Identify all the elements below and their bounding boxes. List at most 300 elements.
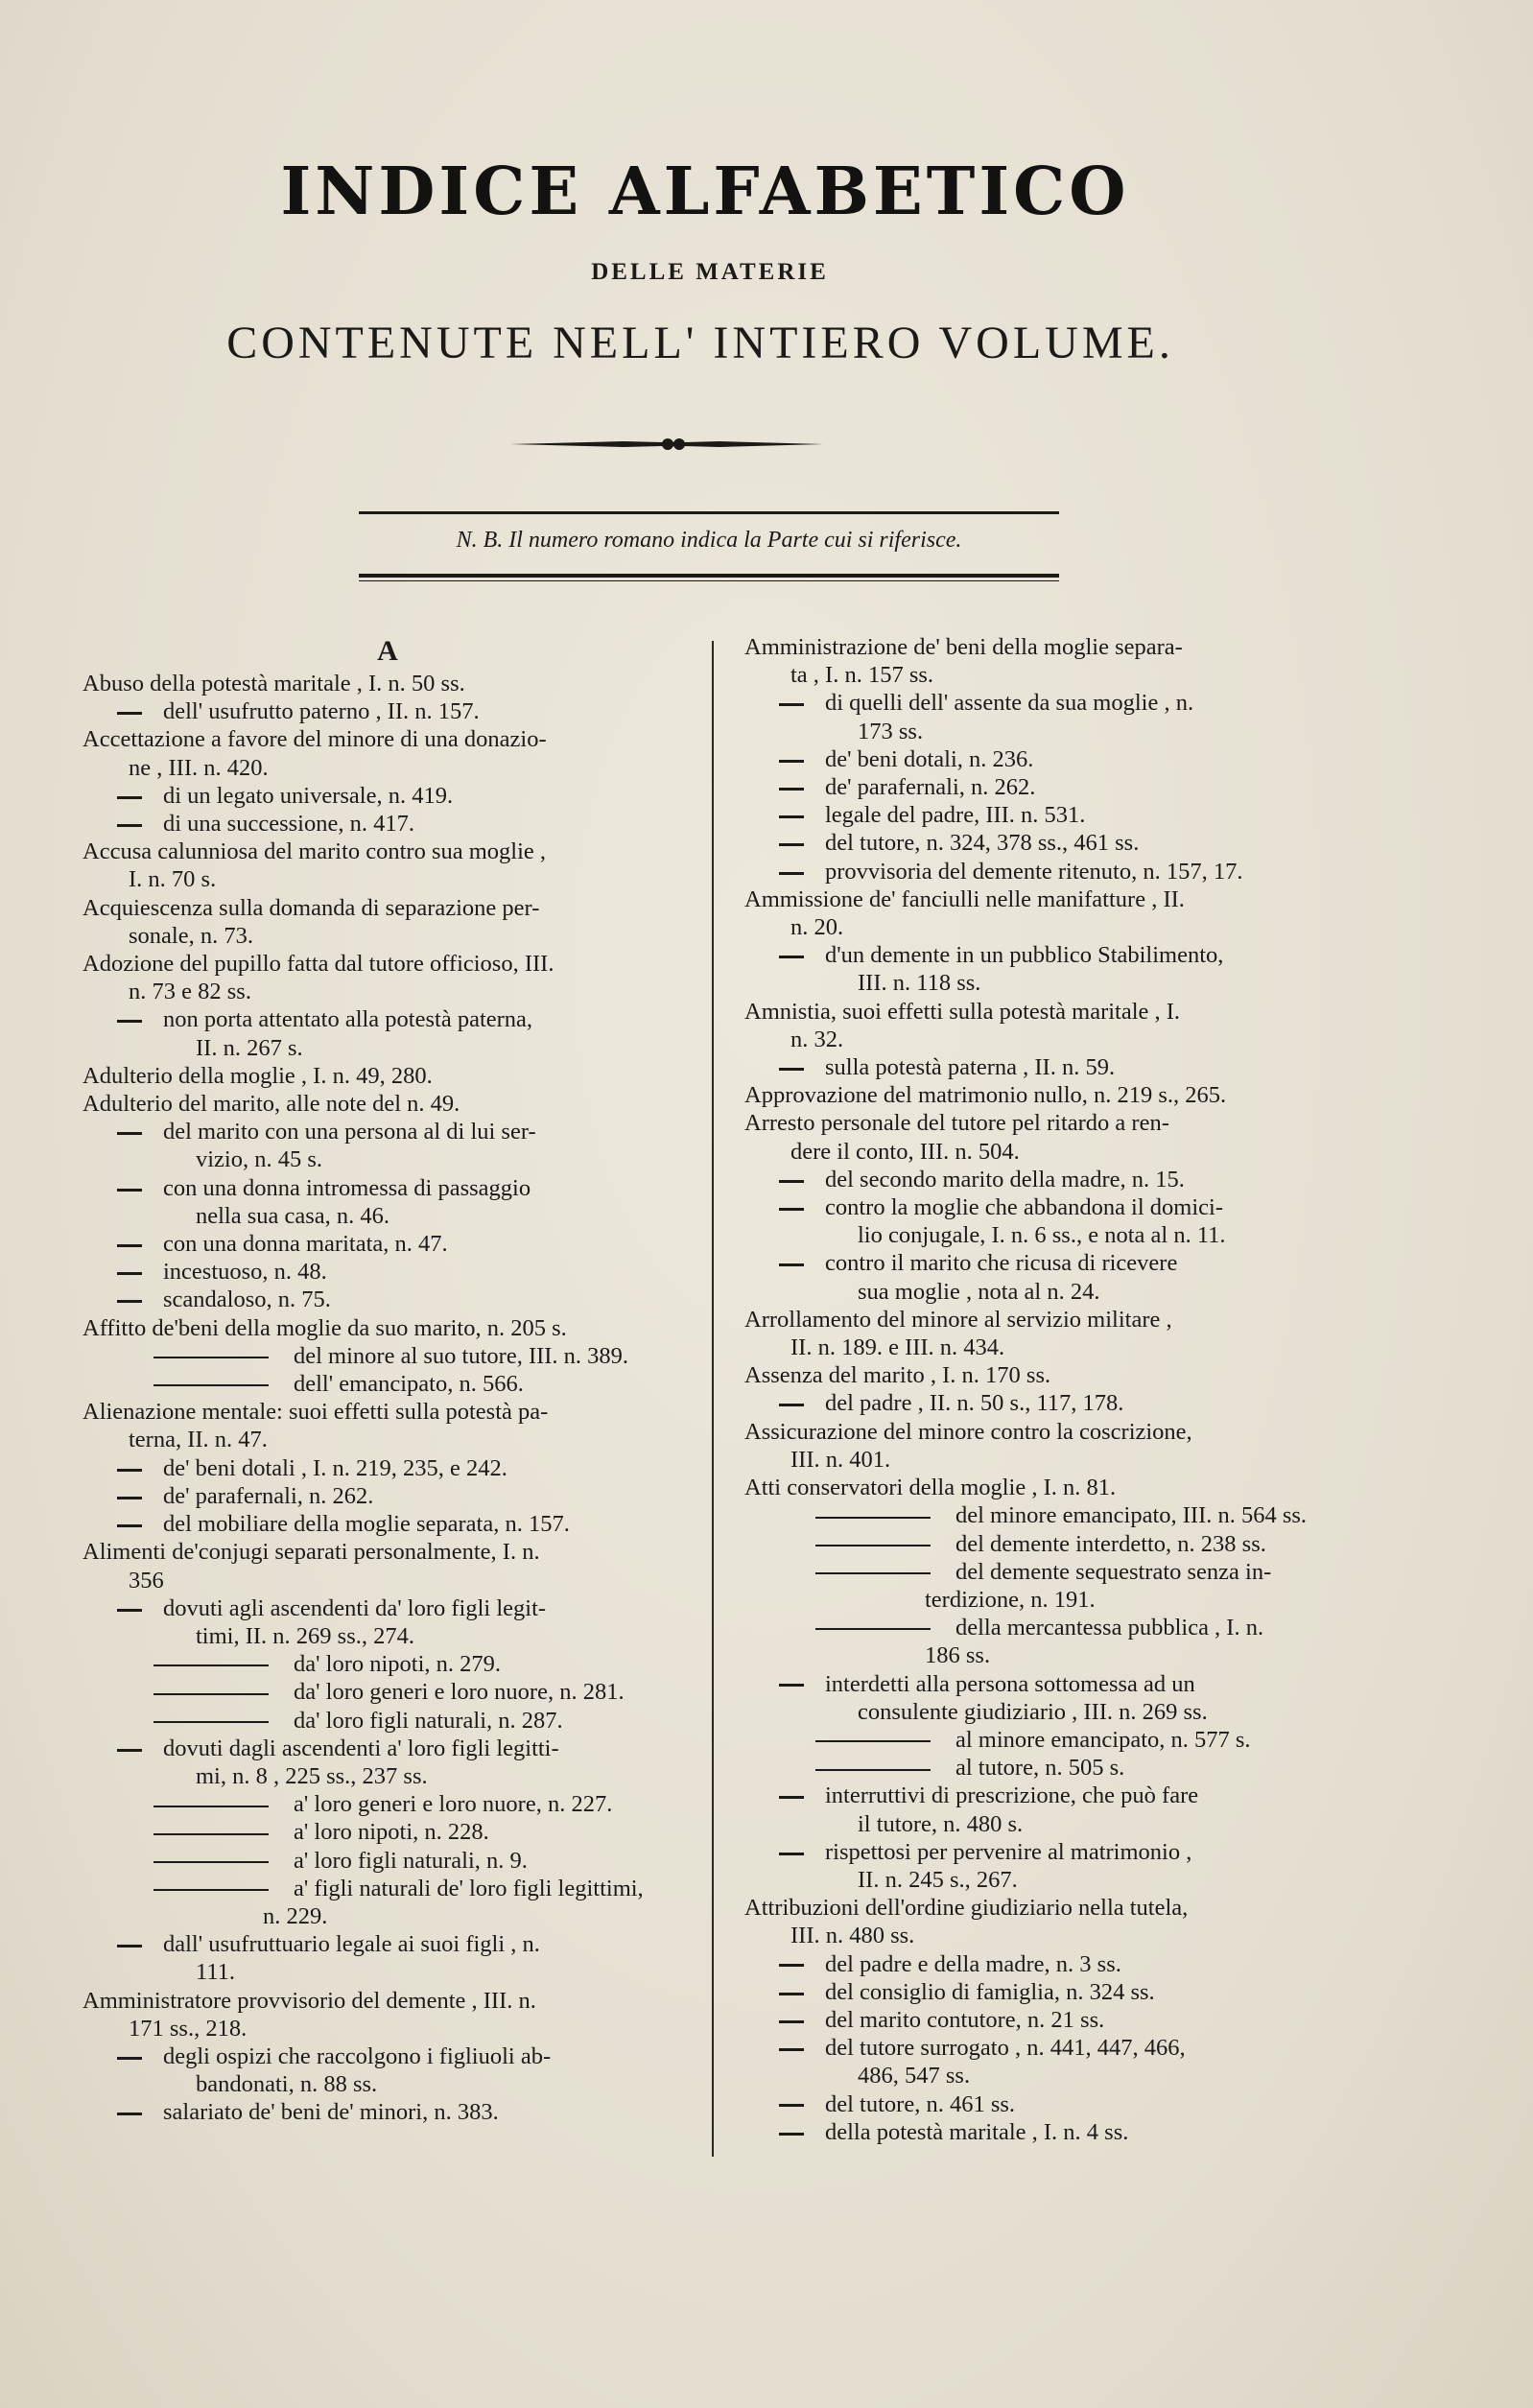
index-entry xyxy=(83,1987,693,2042)
long-dash-mark xyxy=(153,1806,269,1807)
index-entry xyxy=(83,838,693,893)
long-dash-mark xyxy=(815,1545,931,1546)
index-entry-line xyxy=(83,838,693,865)
entry-text: 111. xyxy=(196,1959,236,1986)
index-entry-line xyxy=(744,1866,1349,1894)
index-entry xyxy=(744,2090,1349,2118)
bottom-rule-thin xyxy=(359,580,1059,581)
index-entry-line xyxy=(83,1902,693,1930)
dash-mark xyxy=(117,1189,142,1192)
index-entry xyxy=(83,2098,693,2126)
index-entry-line xyxy=(744,1053,1349,1081)
index-entry-line xyxy=(744,1193,1349,1221)
entry-text: sulla potestà paterna , II. n. 59. xyxy=(825,1054,1116,1081)
entry-text: terna, II. n. 47. xyxy=(129,1427,268,1453)
entry-text: di quelli dell' assente da sua moglie , n. xyxy=(825,690,1194,717)
index-entry-line xyxy=(744,801,1349,829)
entry-text: interdetti alla persona sottomessa ad un xyxy=(825,1670,1195,1697)
entry-text: Affitto de'beni della moglie da suo marito, n. 205 s. xyxy=(83,1314,567,1341)
entry-text: II. n. 245 s., 267. xyxy=(858,1866,1018,1893)
index-entry-line xyxy=(744,1978,1349,2006)
entry-text: a' loro generi e loro nuore, n. 227. xyxy=(294,1791,613,1818)
entry-text: della mercantessa pubblica , I. n. xyxy=(955,1615,1264,1641)
dash-mark xyxy=(117,1945,142,1948)
index-entry-line xyxy=(744,2006,1349,2034)
dash-mark xyxy=(117,1749,142,1752)
index-entry-line xyxy=(83,1930,693,1958)
dash-mark xyxy=(117,2057,142,2060)
entry-text: il tutore, n. 480 s. xyxy=(858,1810,1024,1837)
index-entry xyxy=(83,810,693,838)
index-entry-line xyxy=(744,1026,1349,1053)
index-entry-line xyxy=(83,725,693,753)
index-entry xyxy=(83,1930,693,1986)
index-entry-line xyxy=(744,1894,1349,1922)
long-dash-mark xyxy=(153,1664,269,1666)
entry-text: scandaloso, n. 75. xyxy=(163,1287,331,1313)
index-entry-line xyxy=(83,1482,693,1510)
entry-text: terdizione, n. 191. xyxy=(925,1586,1096,1613)
index-entry xyxy=(744,1306,1349,1361)
entry-text: d'un demente in un pubblico Stabilimento, xyxy=(825,942,1224,969)
entry-text: bandonati, n. 88 ss. xyxy=(196,2071,378,2098)
index-entry-line xyxy=(744,1810,1349,1838)
index-entry xyxy=(83,1482,693,1510)
entry-text: ta , I. n. 157 ss. xyxy=(790,662,934,689)
index-entry-line xyxy=(744,1782,1349,1809)
entry-text: del minore al suo tutore, III. n. 389. xyxy=(294,1342,629,1369)
entry-text: sua moglie , nota al n. 24. xyxy=(858,1278,1100,1305)
index-entry-line xyxy=(83,978,693,1005)
entry-text: 173 ss. xyxy=(858,718,924,744)
index-entry-line xyxy=(83,1202,693,1230)
index-entry-line xyxy=(744,1922,1349,1949)
entry-text: dovuti agli ascendenti da' loro figli legit- xyxy=(163,1594,547,1621)
index-entry xyxy=(83,1314,693,1342)
entry-text: n. 73 e 82 ss. xyxy=(129,979,251,1005)
dash-mark xyxy=(779,1180,804,1183)
dash-mark xyxy=(117,796,142,799)
entry-text: III. n. 401. xyxy=(790,1446,891,1473)
entry-text: 356 xyxy=(129,1567,164,1594)
entry-text: Acquiescenza sulla domanda di separazione per- xyxy=(83,894,540,921)
dash-mark xyxy=(117,1469,142,1472)
entry-text: dovuti dagli ascendenti a' loro figli legitti- xyxy=(163,1735,559,1761)
index-entry-line xyxy=(744,1670,1349,1698)
entry-text: Amnistia, suoi effetti sulla potestà maritale , I. xyxy=(744,998,1181,1025)
index-entry xyxy=(83,670,693,697)
long-dash-mark xyxy=(815,1769,931,1771)
index-entry xyxy=(83,697,693,725)
entry-text: Atti conservatori della moglie , I. n. 81. xyxy=(744,1475,1117,1501)
index-entry-line xyxy=(83,1594,693,1622)
dash-mark xyxy=(779,872,804,875)
index-entry xyxy=(744,1782,1349,1837)
top-rule xyxy=(359,511,1059,514)
index-entry-line xyxy=(83,1847,693,1875)
index-entry-line xyxy=(744,885,1349,913)
entry-text: contro il marito che ricusa di ricevere xyxy=(825,1250,1178,1277)
entry-text: Alienazione mentale: suoi effetti sulla potestà pa- xyxy=(83,1399,549,1426)
index-column-right xyxy=(744,633,1349,2146)
index-entry-line xyxy=(83,1090,693,1118)
index-entry-line xyxy=(744,2034,1349,2062)
entry-text: legale del padre, III. n. 531. xyxy=(825,802,1086,829)
dash-mark xyxy=(779,2104,804,2107)
dash-mark xyxy=(779,2133,804,2136)
index-entry-line xyxy=(83,1034,693,1062)
index-entry xyxy=(83,1454,693,1482)
index-entry xyxy=(83,1258,693,1286)
subtitle-large: CONTENUTE NELL' INTIERO VOLUME. xyxy=(226,318,1174,368)
index-entry-line xyxy=(744,1109,1349,1137)
index-entry xyxy=(83,1230,693,1258)
index-entry xyxy=(83,1594,693,1650)
entry-text: incestuoso, n. 48. xyxy=(163,1259,327,1286)
index-entry-line xyxy=(83,894,693,922)
entry-text: III. n. 118 ss. xyxy=(858,970,981,997)
dash-mark xyxy=(779,1068,804,1071)
entry-text: del mobiliare della moglie separata, n. 157. xyxy=(163,1511,570,1538)
index-entry xyxy=(744,998,1349,1053)
index-entry-line xyxy=(744,998,1349,1026)
index-entry-line xyxy=(83,865,693,893)
index-entry xyxy=(83,1398,693,1453)
index-entry xyxy=(744,1193,1349,1249)
index-entry-line xyxy=(744,1221,1349,1249)
index-entry-line xyxy=(83,1370,693,1398)
entry-text: dell' usufrutto paterno , II. n. 157. xyxy=(163,698,480,725)
index-entry xyxy=(744,1418,1349,1474)
entry-text: II. n. 189. e III. n. 434. xyxy=(790,1334,1005,1361)
dash-mark xyxy=(117,1524,142,1527)
entry-text: da' loro nipoti, n. 279. xyxy=(294,1651,502,1678)
dash-mark xyxy=(117,1300,142,1303)
dash-mark xyxy=(779,1964,804,1967)
entry-text: al minore emancipato, n. 577 s. xyxy=(955,1726,1251,1753)
dash-mark xyxy=(117,1244,142,1247)
index-entry-line xyxy=(744,1558,1349,1586)
index-entry-line xyxy=(744,1641,1349,1669)
entry-text: del minore emancipato, III. n. 564 ss. xyxy=(955,1502,1308,1529)
index-entry-line xyxy=(744,1446,1349,1474)
entry-text: a' figli naturali de' loro figli legittimi, xyxy=(294,1875,644,1901)
index-entry-line xyxy=(744,2062,1349,2089)
index-entry-line xyxy=(83,2042,693,2070)
index-entry xyxy=(83,894,693,950)
long-dash-mark xyxy=(153,1721,269,1723)
index-title: INDICE ALFABETICO xyxy=(280,153,1130,230)
index-entry-line xyxy=(83,697,693,725)
index-entry xyxy=(744,1474,1349,1501)
entry-text: n. 32. xyxy=(790,1026,844,1052)
entry-text: Ammissione de' fanciulli nelle manifatture , II. xyxy=(744,885,1185,912)
index-entry-line xyxy=(744,1614,1349,1641)
index-entry-line xyxy=(744,1950,1349,1978)
index-entry-line xyxy=(83,2098,693,2126)
index-entry-line xyxy=(744,1838,1349,1866)
index-entry-line xyxy=(744,1698,1349,1726)
index-entry xyxy=(83,1286,693,1313)
entry-text: Amministratore provvisorio del demente , III. n. xyxy=(83,1987,536,2014)
entry-text: Abuso della potestà maritale , I. n. 50 ss. xyxy=(83,671,465,696)
dash-mark xyxy=(779,1404,804,1406)
index-entry-line xyxy=(744,1501,1349,1529)
dash-mark xyxy=(779,1853,804,1855)
index-entry xyxy=(83,1875,693,1930)
entry-text: Assicurazione del minore contro la coscrizione, xyxy=(744,1418,1192,1445)
index-entry xyxy=(744,1053,1349,1081)
entry-text: Accettazione a favore del minore di una donazio- xyxy=(83,726,547,753)
index-entry-line xyxy=(744,1166,1349,1193)
index-entry xyxy=(744,633,1349,689)
entry-text: a' loro figli naturali, n. 9. xyxy=(294,1847,528,1874)
index-entry-line xyxy=(744,1754,1349,1782)
index-entry-line xyxy=(744,2118,1349,2146)
long-dash-mark xyxy=(153,1889,269,1891)
index-entry-line xyxy=(744,969,1349,997)
index-entry xyxy=(744,689,1349,744)
entry-text: interruttivi di prescrizione, che può fare xyxy=(825,1782,1199,1809)
index-entry-line xyxy=(83,754,693,782)
index-entry-line xyxy=(83,1650,693,1678)
index-entry xyxy=(83,1062,693,1090)
entry-text: sonale, n. 73. xyxy=(129,922,253,949)
long-dash-mark xyxy=(153,1833,269,1835)
entry-text: del demente interdetto, n. 238 ss. xyxy=(955,1530,1266,1557)
dash-mark xyxy=(117,1272,142,1275)
entry-text: salariato de' beni de' minori, n. 383. xyxy=(163,2099,499,2126)
index-entry xyxy=(83,1342,693,1370)
entry-text: n. 229. xyxy=(263,1902,328,1929)
index-entry-line xyxy=(83,1230,693,1258)
index-entry xyxy=(744,858,1349,885)
index-entry-line xyxy=(83,1958,693,1986)
index-entry-line xyxy=(744,633,1349,661)
index-entry-line xyxy=(83,1538,693,1566)
index-entry-line xyxy=(83,2070,693,2098)
entry-text: Adulterio del marito, alle note del n. 49. xyxy=(83,1091,460,1118)
dash-mark xyxy=(117,2113,142,2115)
entry-text: de' beni dotali , I. n. 219, 235, e 242. xyxy=(163,1454,507,1481)
dash-mark xyxy=(779,1796,804,1799)
entry-text: consulente giudiziario , III. n. 269 ss. xyxy=(858,1698,1208,1725)
entry-text: 171 ss., 218. xyxy=(129,2015,248,2042)
index-entry-line xyxy=(744,1389,1349,1417)
index-entry xyxy=(744,1249,1349,1305)
index-entry xyxy=(744,1361,1349,1389)
dash-mark xyxy=(779,788,804,791)
dash-mark xyxy=(117,1132,142,1135)
index-entry-line xyxy=(83,1707,693,1735)
index-entry xyxy=(83,1005,693,1061)
index-entry xyxy=(83,2042,693,2098)
index-entry xyxy=(83,725,693,781)
entry-text: dall' usufruttuario legale ai suoi figli , n. xyxy=(163,1931,540,1958)
entry-text: Arresto personale del tutore pel ritardo a ren- xyxy=(744,1110,1169,1137)
index-entry xyxy=(744,1166,1349,1193)
index-entry-line xyxy=(744,773,1349,801)
index-entry-line xyxy=(744,1249,1349,1277)
long-dash-mark xyxy=(153,1861,269,1863)
long-dash-mark xyxy=(815,1517,931,1519)
entry-text: 486, 547 ss. xyxy=(858,2063,971,2089)
entry-text: de' parafernali, n. 262. xyxy=(825,774,1036,801)
index-entry-line xyxy=(744,941,1349,969)
entry-text: del padre e della madre, n. 3 ss. xyxy=(825,1950,1121,1977)
index-entry-line xyxy=(744,1278,1349,1306)
entry-text: Assenza del marito , I. n. 170 ss. xyxy=(744,1362,1051,1389)
entry-text: vizio, n. 45 s. xyxy=(196,1146,323,1173)
index-entry-line xyxy=(744,1361,1349,1389)
index-entry xyxy=(744,1978,1349,2006)
long-dash-mark xyxy=(815,1740,931,1742)
index-entry-line xyxy=(83,1258,693,1286)
entry-text: del secondo marito della madre, n. 15. xyxy=(825,1166,1185,1192)
long-dash-mark xyxy=(153,1693,269,1695)
dash-mark xyxy=(117,1020,142,1023)
index-entry xyxy=(83,1790,693,1818)
dash-mark xyxy=(779,956,804,958)
index-entry xyxy=(744,2034,1349,2089)
entry-text: 186 ss. xyxy=(925,1642,991,1669)
entry-text: timi, II. n. 269 ss., 274. xyxy=(196,1622,414,1649)
entry-text: degli ospizi che raccolgono i figliuoli ab- xyxy=(163,2042,552,2069)
dash-mark xyxy=(779,2048,804,2051)
index-entry-line xyxy=(744,1530,1349,1558)
entry-text: I. n. 70 s. xyxy=(129,866,217,893)
index-entry xyxy=(83,1090,693,1118)
ornament-divider-icon xyxy=(508,431,825,458)
index-entry xyxy=(744,2006,1349,2034)
entry-text: Approvazione del matrimonio nullo, n. 219 s., 265. xyxy=(744,1082,1227,1109)
long-dash-mark xyxy=(153,1384,269,1386)
index-entry-line xyxy=(83,1286,693,1313)
index-entry-line xyxy=(83,1762,693,1790)
long-dash-mark xyxy=(815,1628,931,1630)
index-entry xyxy=(744,1838,1349,1894)
entry-text: del tutore, n. 324, 378 ss., 461 ss. xyxy=(825,830,1140,857)
index-entry-line xyxy=(83,1314,693,1342)
index-entry-line xyxy=(744,913,1349,941)
dash-mark xyxy=(117,824,142,827)
long-dash-mark xyxy=(815,1572,931,1574)
index-entry xyxy=(83,1538,693,1594)
dash-mark xyxy=(117,1609,142,1612)
entry-text: Adulterio della moglie , I. n. 49, 280. xyxy=(83,1062,433,1089)
index-entry-line xyxy=(83,1342,693,1370)
entry-text: rispettosi per pervenire al matrimonio , xyxy=(825,1838,1192,1865)
entry-text: dell' emancipato, n. 566. xyxy=(294,1371,524,1398)
index-entry-line xyxy=(83,1398,693,1426)
dash-mark xyxy=(779,703,804,706)
index-entry xyxy=(83,1370,693,1398)
entry-text: Accusa calunniosa del marito contro sua moglie , xyxy=(83,838,547,865)
dash-mark xyxy=(779,1208,804,1211)
index-entry xyxy=(744,773,1349,801)
index-entry xyxy=(83,1650,693,1678)
index-column-left xyxy=(83,633,693,2127)
entry-text: contro la moglie che abbandona il domici- xyxy=(825,1194,1224,1221)
index-entry xyxy=(83,1847,693,1875)
index-entry-line xyxy=(744,858,1349,885)
entry-text: ne , III. n. 420. xyxy=(129,754,269,781)
index-entry-line xyxy=(744,1306,1349,1334)
index-entry-line xyxy=(744,1418,1349,1446)
index-entry-line xyxy=(83,1145,693,1173)
entry-text: de' beni dotali, n. 236. xyxy=(825,745,1034,772)
index-entry xyxy=(744,801,1349,829)
index-entry-line xyxy=(744,1334,1349,1361)
dash-mark xyxy=(779,843,804,846)
index-entry-line xyxy=(744,1081,1349,1109)
index-entry-line xyxy=(744,2090,1349,2118)
index-entry-line xyxy=(83,1790,693,1818)
entry-text: Arrollamento del minore al servizio militare , xyxy=(744,1306,1172,1333)
entry-text: III. n. 480 ss. xyxy=(790,1923,915,1949)
entry-text: con una donna maritata, n. 47. xyxy=(163,1231,448,1258)
entry-text: del tutore, n. 461 ss. xyxy=(825,2090,1016,2117)
entry-text: II. n. 267 s. xyxy=(196,1034,303,1061)
dash-mark xyxy=(779,815,804,818)
dash-mark xyxy=(779,1993,804,1995)
index-entry-line xyxy=(744,1586,1349,1614)
index-entry xyxy=(744,1754,1349,1782)
entry-text: con una donna intromessa di passaggio xyxy=(163,1174,531,1201)
index-entry-line xyxy=(744,829,1349,857)
entry-text: nella sua casa, n. 46. xyxy=(196,1202,390,1229)
index-entry-line xyxy=(83,1622,693,1650)
entry-text: dere il conto, III. n. 504. xyxy=(790,1138,1020,1165)
index-entry xyxy=(744,1894,1349,1949)
entry-text: lio conjugale, I. n. 6 ss., e nota al n. 11. xyxy=(858,1222,1226,1249)
index-entry-line xyxy=(744,745,1349,773)
index-entry xyxy=(744,1081,1349,1109)
index-entry-line xyxy=(83,1875,693,1902)
index-entry xyxy=(744,2118,1349,2146)
entry-text: del marito con una persona al di lui ser- xyxy=(163,1119,536,1145)
index-entry xyxy=(744,1950,1349,1978)
long-dash-mark xyxy=(153,1357,269,1358)
index-entry xyxy=(83,1818,693,1846)
index-entry-line xyxy=(744,689,1349,717)
dash-mark xyxy=(117,1497,142,1499)
entry-text: al tutore, n. 505 s. xyxy=(955,1755,1125,1782)
index-entry xyxy=(83,1118,693,1173)
entry-text: di una successione, n. 417. xyxy=(163,811,414,838)
entry-text: di un legato universale, n. 419. xyxy=(163,782,454,809)
index-entry-line xyxy=(83,1426,693,1453)
index-entry-line xyxy=(83,1174,693,1202)
entry-text: del marito contutore, n. 21 ss. xyxy=(825,2006,1105,2033)
index-entry xyxy=(83,1174,693,1230)
entry-text: Alimenti de'conjugi separati personalmente, I. n. xyxy=(83,1539,540,1566)
entry-text: del tutore surrogato , n. 441, 447, 466, xyxy=(825,2035,1186,2062)
entry-text: Adozione del pupillo fatta dal tutore officioso, III. xyxy=(83,951,554,978)
index-entry-line xyxy=(83,950,693,978)
index-entry xyxy=(744,941,1349,997)
entry-text: della potestà maritale , I. n. 4 ss. xyxy=(825,2118,1129,2145)
index-entry-line xyxy=(83,1062,693,1090)
index-entry-line xyxy=(83,1118,693,1145)
index-entry-line xyxy=(83,782,693,810)
index-entry xyxy=(744,885,1349,941)
dash-mark xyxy=(779,1263,804,1266)
index-entry-line xyxy=(744,718,1349,745)
index-entry-line xyxy=(83,1510,693,1538)
index-entry-line xyxy=(83,1818,693,1846)
nota-bene: N. B. Il numero romano indica la Parte cui si riferisce. xyxy=(456,528,962,553)
